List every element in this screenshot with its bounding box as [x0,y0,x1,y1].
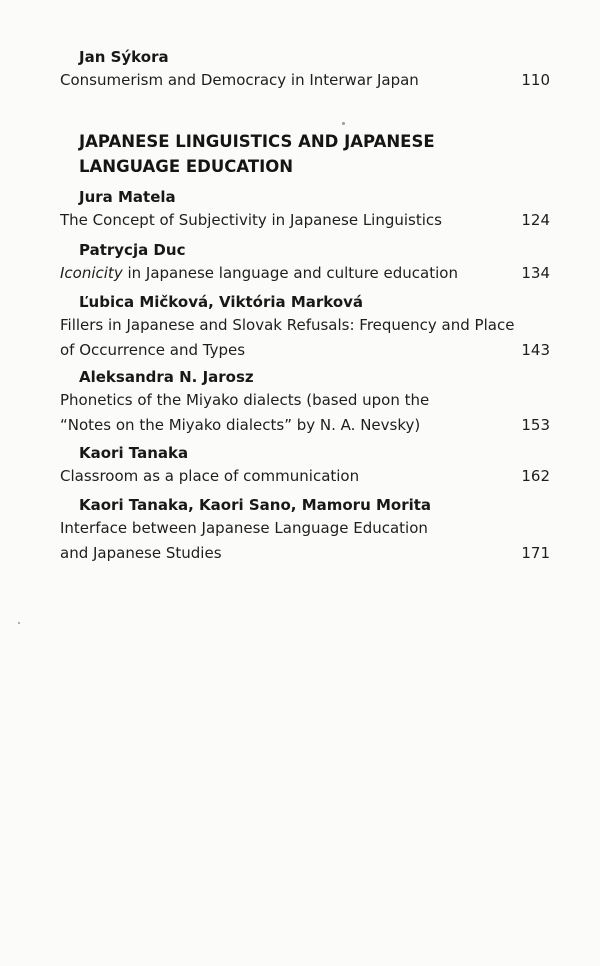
entry-title-line [60,261,550,286]
entry-title: Fillers in Japanese and Slovak Refusals: Frequency and Place [60,316,515,334]
entry-page-number: 162 [521,467,550,485]
entry-author: Ľubica Mičková, Viktória Marková [79,293,364,311]
toc-entry-jarosz [60,366,550,438]
entry-author: Kaori Tanaka [79,444,189,462]
entry-title-line [60,388,550,413]
entry-title-line [60,413,550,438]
toc-entry-matela [60,186,550,233]
entry-author: Patrycja Duc [79,241,186,259]
entry-title-italic: Iconicity [60,264,123,282]
entry-page-number: 171 [521,544,550,562]
entry-title: The Concept of Subjectivity in Japanese Linguistics [60,211,442,229]
entry-title: Phonetics of the Miyako dialects (based upon the [60,391,430,409]
entry-title-line [60,68,550,93]
entry-page-number: 153 [521,416,550,434]
entry-title: Classroom as a place of communication [60,467,360,485]
entry-title-line [60,208,550,233]
entry-author: Aleksandra N. Jarosz [79,368,254,386]
paper-speck [342,122,345,125]
entry-page-number: 143 [521,341,550,359]
toc-entry-mickova [60,291,550,363]
paper-speck [18,622,20,624]
entry-author: Kaori Tanaka, Kaori Sano, Mamoru Morita [79,496,432,514]
entry-title: in Japanese language and culture education [122,264,458,282]
entry-title: Interface between Japanese Language Education [60,519,428,537]
entry-page-number: 134 [521,264,550,282]
entry-page-number: 110 [521,71,550,89]
toc-entry-duc [60,239,550,286]
entry-title: and Japanese Studies [60,544,222,562]
entry-title-line [60,516,550,541]
entry-author: Jura Matela [79,188,176,206]
entry-page-number: 124 [521,211,550,229]
entry-title-line [60,313,550,338]
toc-entry-tanaka-sano-morita [60,494,550,566]
section-heading: JAPANESE LINGUISTICS AND JAPANESE LANGUAGE EDUCATION [79,132,435,176]
entry-title-line [60,338,550,363]
entry-title-line [60,541,550,566]
entry-title: Consumerism and Democracy in Interwar Japan [60,71,419,89]
entry-title-line [60,464,550,489]
entry-title: “Notes on the Miyako dialects” by N. A. Nevsky) [60,416,421,434]
toc-entry-sykora [60,46,550,93]
entry-author: Jan Sýkora [79,48,169,66]
toc-entry-tanaka [60,442,550,489]
entry-title: of Occurrence and Types [60,341,246,359]
